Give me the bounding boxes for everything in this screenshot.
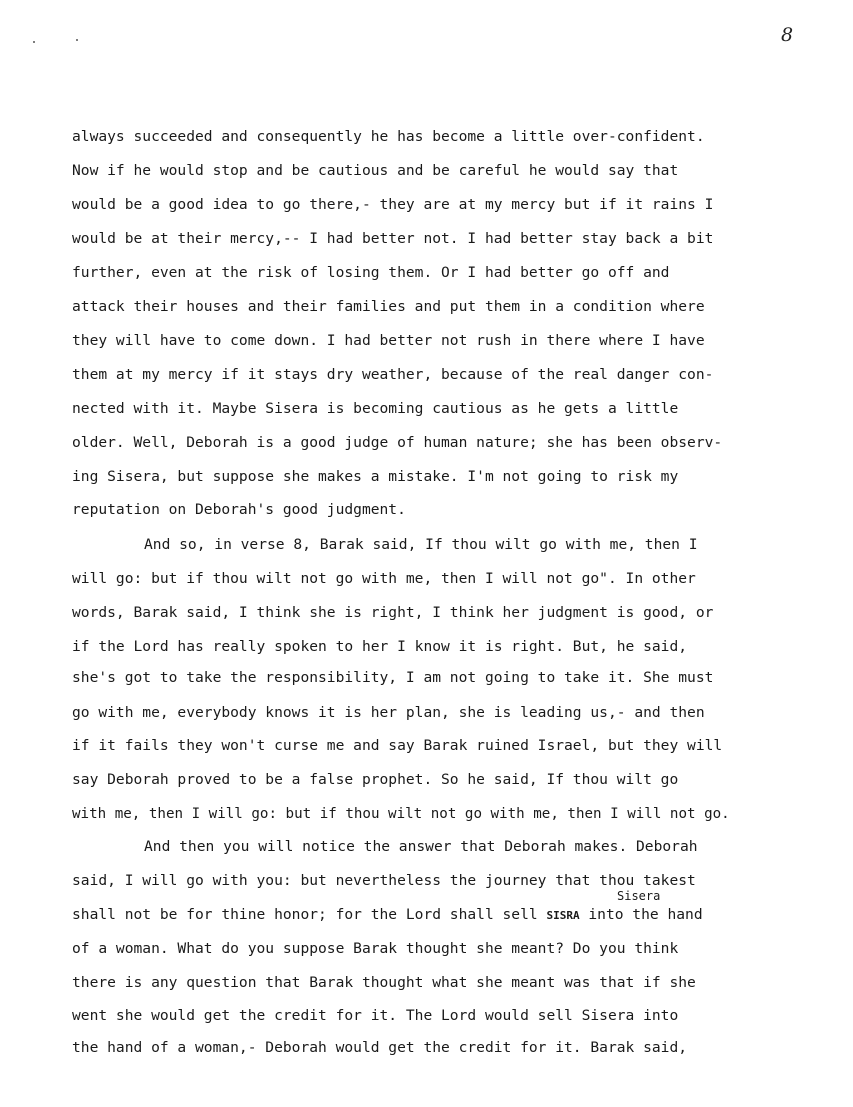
text-line: say Deborah proved to be a false prophet. So he said, If thou wilt go bbox=[72, 771, 679, 788]
text-line: there is any question that Barak thought what she meant was that if she bbox=[72, 974, 696, 991]
text-line: Now if he would stop and be cautious and be careful he would say that bbox=[72, 162, 679, 179]
text-line: nected with it. Maybe Sisera is becoming cautious as he gets a little bbox=[72, 400, 679, 417]
text-line: said, I will go with you: but nevertheless the journey that thou takest bbox=[72, 872, 696, 889]
text-line: with me, then I will go: but if thou wilt not go with me, then I will not go. bbox=[72, 806, 730, 822]
text-line: older. Well, Deborah is a good judge of human nature; she has been observ- bbox=[72, 434, 723, 451]
text-line: always succeeded and consequently he has become a little over-confident. bbox=[72, 128, 705, 145]
text-line: go with me, everybody knows it is her plan, she is leading us,- and then bbox=[72, 704, 705, 721]
text-line: she's got to take the responsibility, I am not going to take it. She must bbox=[72, 669, 714, 686]
text-line: will go: but if thou wilt not go with me, then I will not go". In other bbox=[72, 570, 696, 587]
text-line: attack their houses and their families and put them in a condition where bbox=[72, 298, 705, 315]
text-line: if the Lord has really spoken to her I know it is right. But, he said, bbox=[72, 638, 688, 655]
paragraph-start-line: And then you will notice the answer that Deborah makes. Deborah bbox=[144, 838, 698, 855]
text-line: if it fails they won't curse me and say Barak ruined Israel, but they will bbox=[72, 737, 723, 754]
scan-speck bbox=[76, 39, 78, 41]
text-line: they will have to come down. I had better not rush in there where I have bbox=[72, 332, 705, 349]
scan-speck bbox=[33, 41, 35, 43]
text-segment: shall not be for thine honor; for the Lord shall sell bbox=[72, 906, 547, 923]
text-line: would be a good idea to go there,- they are at my mercy but if it rains I bbox=[72, 196, 714, 213]
text-line: went she would get the credit for it. The Lord would sell Sisera into bbox=[72, 1007, 679, 1024]
paragraph-start-line: And so, in verse 8, Barak said, If thou wilt go with me, then I bbox=[144, 536, 698, 553]
text-line: would be at their mercy,-- I had better not. I had better stay back a bit bbox=[72, 230, 714, 247]
text-line: the hand of a woman,- Deborah would get the credit for it. Barak said, bbox=[72, 1039, 688, 1056]
text-line: reputation on Deborah's good judgment. bbox=[72, 501, 406, 518]
text-line: them at my mercy if it stays dry weather, because of the real danger con- bbox=[72, 366, 714, 383]
text-line: words, Barak said, I think she is right, I think her judgment is good, or bbox=[72, 604, 714, 621]
text-line-with-correction bbox=[72, 905, 703, 926]
handwritten-insertion: Sisera bbox=[617, 889, 661, 903]
page-number: 8 bbox=[781, 24, 794, 46]
text-line: further, even at the risk of losing them. Or I had better go off and bbox=[72, 264, 670, 281]
text-line: of a woman. What do you suppose Barak thought she meant? Do you think bbox=[72, 940, 679, 957]
text-segment: into the hand bbox=[579, 906, 703, 923]
text-line: ing Sisera, but suppose she makes a mistake. I'm not going to risk my bbox=[72, 468, 679, 485]
struck-out-word: SISRA bbox=[546, 909, 580, 922]
